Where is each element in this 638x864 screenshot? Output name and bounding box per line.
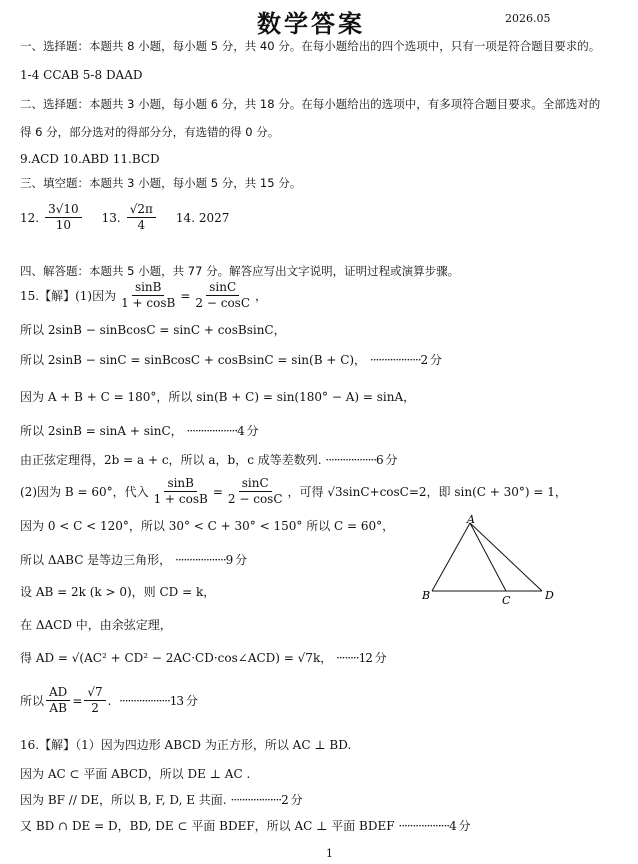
fraction-ad-ab [46, 685, 70, 716]
sol16-line2: 因为 AC ⊂ 平面 ABCD，所以 DE ⊥ AC . [20, 767, 251, 781]
section1-heading: 一、选择题：本题共 8 小题，每小题 5 分，共 40 分。在每小题给出的四个选项中，只有一项是符合题目要求的。 [20, 39, 601, 53]
sol15-line9-text: 所以 ΔABC 是等边三角形， [20, 553, 172, 567]
section3-heading: 三、填空题：本题共 3 小题，每小题 5 分，共 15 分。 [20, 176, 302, 190]
denominator: 1 + cosB [153, 492, 208, 506]
sol15-line1 [20, 280, 267, 311]
sol15-line10: 设 AB = 2k (k > 0)，则 CD = k， [20, 585, 216, 599]
sol15-line6-text: 由正弦定理得，2b = a + c，所以 a，b，c 成等差数列. [20, 453, 322, 467]
fraction-sinC [192, 280, 253, 311]
sol16-line4-text: 又 BD ∩ DE = D，BD, DE ⊂ 平面 BDEF，所以 AC ⊥ 平面 BDEF [20, 819, 395, 833]
equals-sign: = [180, 288, 191, 303]
q13-numerator: √2π [127, 202, 156, 218]
score-marker: ··················9 分 [175, 553, 247, 567]
q13-answer [127, 202, 156, 233]
side-ab [432, 523, 470, 591]
score-marker: ··················6 分 [325, 453, 397, 467]
sol16-line4 [20, 818, 470, 834]
vertex-label-b: B [422, 589, 431, 602]
denominator: 2 − cosC [227, 492, 283, 506]
numerator: sinB [132, 280, 165, 296]
numerator: sinB [164, 476, 197, 492]
sol15-line3-text: 所以 2sinB − sinC = sinBcosC + cosBsinC = sin(B + C)， [20, 353, 367, 367]
sol16-line3-text: 因为 BF // DE，所以 B, F, D, E 共面. [20, 793, 227, 807]
denominator: 2 [91, 701, 99, 715]
triangle-diagram [420, 515, 560, 605]
sol15-line3 [20, 352, 441, 368]
vertex-label-d: D [545, 589, 554, 602]
score-marker: ··················2 分 [230, 793, 302, 807]
score-marker: ··················4 分 [398, 819, 470, 833]
equals-sign: = [212, 484, 223, 499]
sol15-line8: 因为 0 < C < 120°，所以 30° < C + 30° < 150° 所以 C = 60°， [20, 519, 395, 533]
q14-answer: 14. 2027 [175, 210, 230, 225]
sol15-line9 [20, 552, 246, 568]
section2-heading-line1: 二、选择题：本题共 3 小题，每小题 6 分，共 18 分。在每小题给出的选项中，有多项符合题目要求。全部选对的 [20, 97, 601, 111]
numerator: AD [46, 685, 70, 701]
numerator: sinC [239, 476, 272, 492]
sol15-line5 [20, 423, 258, 439]
sol15-line12-text: 得 AD = √(AC² + CD² − 2AC·CD·cos∠ACD) = √7k， [20, 651, 333, 665]
section4-heading: 四、解答题：本题共 5 小题，共 77 分。解答应写出文字说明，证明过程或演算步骤。 [20, 264, 460, 278]
sol15-line7-prefix: (2)因为 B = 60°，代入 [20, 484, 149, 499]
fraction-sinB [118, 280, 178, 311]
fraction-sqrt7-2 [84, 685, 105, 716]
numerator: √7 [84, 685, 105, 701]
section1-answers: 1-4 CCAB 5-8 DAAD [20, 68, 143, 82]
q12-answer [45, 202, 82, 233]
document-date: 2026.05 [505, 12, 551, 25]
sol15-line1-prefix: 15.【解】(1)因为 [20, 288, 117, 303]
page-title: 数学答案 [257, 10, 365, 38]
q13-denominator: 4 [137, 218, 146, 232]
sol15-line7 [20, 476, 567, 507]
sol15-line13 [20, 685, 197, 716]
side-ad [470, 523, 542, 591]
q12-label: 12. [20, 210, 40, 225]
equals-sign: = [72, 693, 83, 708]
sol15-line4: 因为 A + B + C = 180°，所以 sin(B + C) = sin(180° − A) = sinA， [20, 390, 416, 404]
fraction-sinB [151, 476, 211, 507]
sol16-line3 [20, 792, 302, 808]
section3-answers [20, 202, 229, 233]
sol15-line6 [20, 452, 397, 468]
numerator: sinC [206, 280, 239, 296]
side-ac [470, 523, 506, 591]
score-marker: ········12 分 [336, 651, 386, 665]
score-marker: ··················4 分 [186, 424, 258, 438]
vertex-label-a: A [467, 515, 475, 526]
denominator: 1 + cosB [121, 296, 176, 310]
denominator: 2 − cosC [195, 296, 251, 310]
vertex-label-c: C [502, 594, 511, 605]
sol15-line13-prefix: 所以 [20, 693, 45, 708]
q13-label: 13. [101, 210, 121, 225]
comma: ， [255, 288, 268, 303]
q12-numerator: 3√10 [45, 202, 82, 218]
denominator: AB [49, 701, 67, 715]
fraction-sinC [225, 476, 286, 507]
sol16-line1: 16.【解】（1）因为四边形 ABCD 为正方形，所以 AC ⊥ BD. [20, 738, 352, 752]
period: . [107, 693, 120, 708]
sol15-line12 [20, 650, 386, 666]
section2-answers: 9.ACD 10.ABD 11.BCD [20, 152, 160, 166]
q12-denominator: 10 [55, 218, 72, 232]
sol15-line11: 在 ΔACD 中，由余弦定理， [20, 618, 172, 632]
score-marker: ··················2 分 [369, 353, 442, 367]
section2-heading-line2: 得 6 分，部分选对的得部分分，有选错的得 0 分。 [20, 125, 280, 139]
sol15-line2: 所以 2sinB − sinBcosC = sinC + cosBsinC， [20, 323, 286, 337]
page-number: 1 [326, 847, 333, 860]
score-marker: ··················13 分 [119, 693, 197, 708]
sol15-line5-text: 所以 2sinB = sinA + sinC， [20, 424, 183, 438]
sol15-line7-suffix: ，可得 √3sinC+cosC=2，即 sin(C + 30°) = 1， [287, 484, 567, 499]
